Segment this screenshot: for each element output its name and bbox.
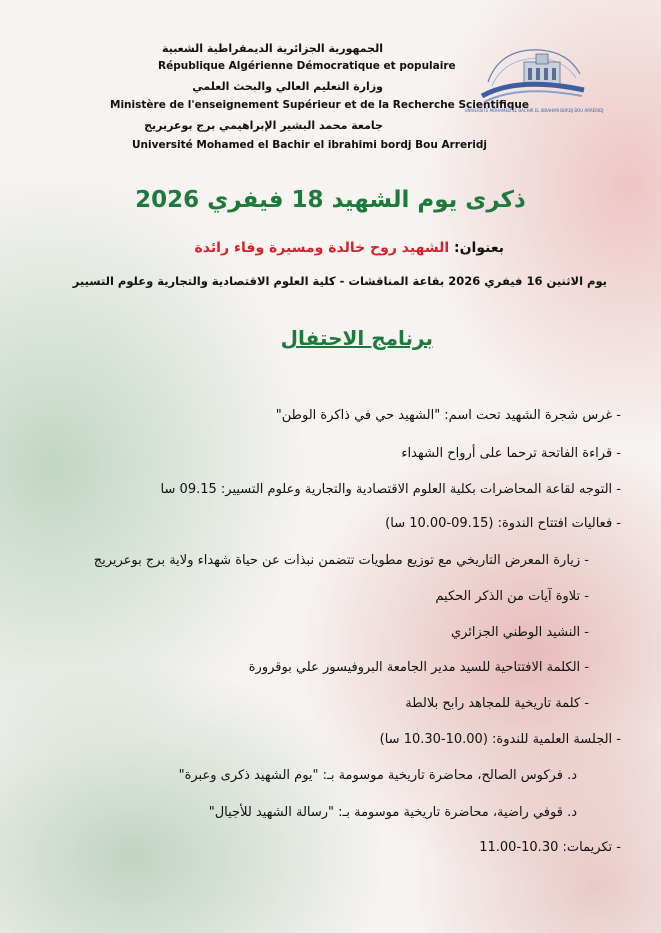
header-ar-university: جامعة محمد البشير الإبراهيمي برج بوعريريج (144, 119, 383, 132)
program-item: د. فركوس الصالح، محاضرة تاريخية موسومة بـ: "يوم الشهيد ذكرى وعبرة" (178, 768, 577, 783)
program-item: - فعاليات افتتاح الندوة: (09.15-10.00 سا) (385, 516, 621, 531)
subject-line (195, 240, 504, 256)
program-item: - غرس شجرة الشهيد تحت اسم: "الشهيد حي في ذاكرة الوطن" (275, 408, 621, 423)
event-date-location: يوم الاثنين 16 فيفري 2026 بقاعة المناقشات - كلية العلوم الاقتصادية والتجارية وعلوم التسيير (72, 274, 607, 288)
header-fr-republic: République Algérienne Démocratique et populaire (158, 60, 456, 72)
program-item: - قراءة الفاتحة ترحما على أرواح الشهداء (401, 446, 621, 461)
logo-caption: UNIVERSITE MOHAMED EL BACHIR EL IBRAHIMI BORDJ BOU ARRERIDJ (464, 108, 604, 113)
header-ar-republic: الجمهورية الجزائرية الديمقراطية الشعبية (162, 42, 383, 55)
header-fr-ministry: Ministère de l'enseignement Supérieur et de la Recherche Scientifique (110, 99, 529, 111)
subject-label: بعنوان: (454, 240, 504, 256)
university-logo (464, 38, 604, 120)
program-item: - زيارة المعرض التاريخي مع توزيع مطويات تتضمن نبذات عن حياة شهداء ولاية برج بوعريريج (93, 553, 589, 568)
program-title: برنامج الاحتفال (280, 326, 433, 350)
program-item: - التوجه لقاعة المحاضرات بكلية العلوم الاقتصادية والتجارية وعلوم التسيير: 09.15 سا (160, 482, 621, 497)
program-item: - الجلسة العلمية للندوة: (10.00-10.30 سا) (379, 732, 621, 747)
program-item: - تكريمات: 10.30-11.00 (479, 840, 621, 855)
program-item: - الكلمة الافتتاحية للسيد مدير الجامعة البروفيسور علي بوقرورة (248, 660, 589, 675)
header-fr-university: Université Mohamed el Bachir el ibrahimi bordj Bou Arreridj (132, 139, 487, 151)
program-item: - كلمة تاريخية للمجاهد رابح بلالطة (405, 696, 589, 711)
header-ar-ministry: وزارة التعليم العالي والبحث العلمي (192, 80, 383, 93)
program-item: د. قوفي راضية، محاضرة تاريخية موسومة بـ: "رسالة الشهيد للأجيال" (208, 805, 577, 820)
subject-text: الشهيد روح خالدة ومسيرة وفاء رائدة (194, 240, 450, 256)
program-item: - تلاوة آيات من الذكر الحكيم (435, 589, 589, 604)
program-item: - النشيد الوطني الجزائري (450, 625, 589, 640)
page-title: ذكرى يوم الشهيد 18 فيفري 2026 (135, 187, 526, 213)
